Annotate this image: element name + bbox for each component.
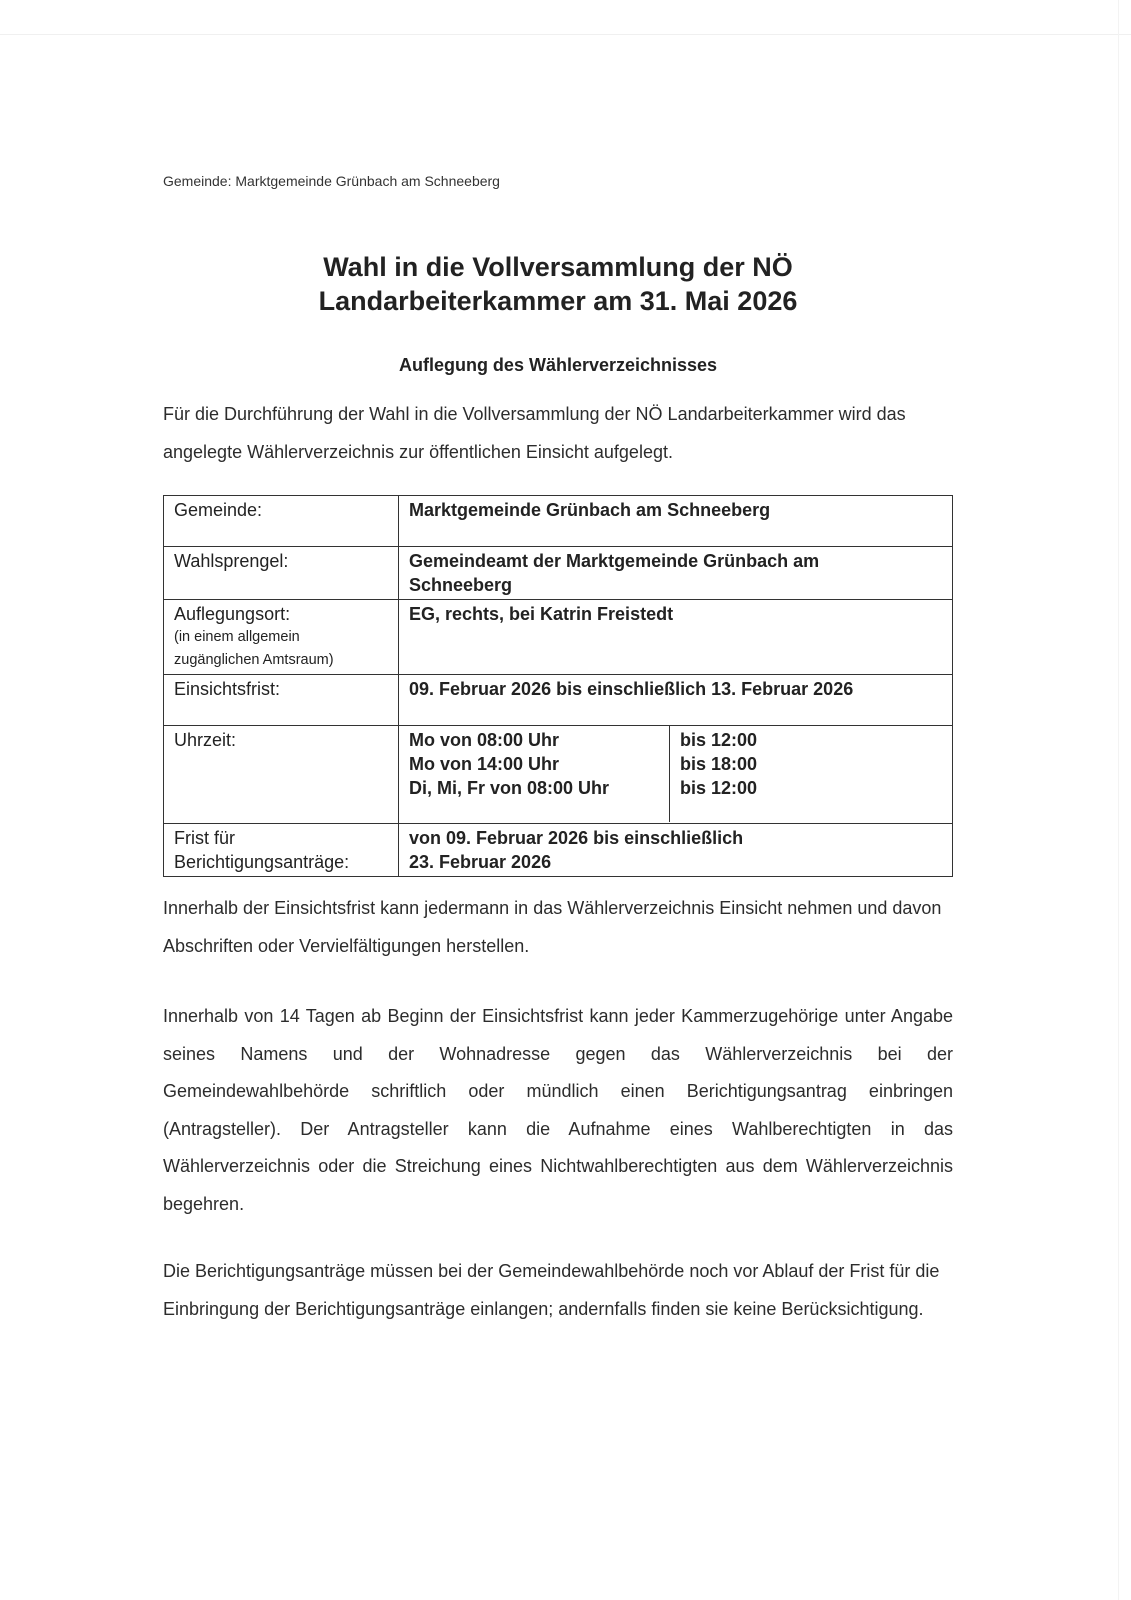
frist-label-2: Berichtigungsanträge:: [174, 852, 350, 872]
auflegungsort-sublabel-2: zugänglichen Amtsraum): [174, 652, 334, 668]
wahlsprengel-line-1: Gemeindeamt der Marktgemeinde Grünbach am: [409, 551, 820, 571]
row-auflegungsort: [164, 600, 953, 675]
paragraph-einsicht: Innerhalb der Einsichtsfrist kann jedermann in das Wählerverzeichnis Einsicht nehmen und davon Abschriften oder Vervielfältigungen herstellen.: [163, 898, 942, 956]
label-gemeinde: Gemeinde:: [164, 496, 399, 547]
intro-paragraph: Für die Durchführung der Wahl in die Vollversammlung der NÖ Landarbeiterkammer wird das angelegte Wählerverzeichnis zur öffentlichen Einsicht aufgelegt.: [163, 404, 906, 462]
label-einsichtsfrist: Einsichtsfrist:: [164, 675, 399, 726]
page-title: [163, 250, 953, 318]
time-to: bis 12:00: [680, 730, 758, 750]
wahlsprengel-line-2: Schneeberg: [409, 575, 513, 595]
time-from: Mo von 14:00 Uhr: [409, 754, 560, 774]
title-line-2: Landarbeiterkammer am 31. Mai 2026: [318, 286, 798, 316]
value-uhrzeit: [399, 726, 953, 824]
row-frist: [164, 824, 953, 877]
frist-label-1: Frist für: [174, 828, 235, 848]
paragraph-frist: Die Berichtigungsanträge müssen bei der Gemeindewahlbehörde noch vor Ablauf der Frist für die Einbringung der Berichtigungsanträge einlangen; andernfalls finden sie keine Berücksichtigung.: [163, 1261, 940, 1319]
paragraph-berichtigung: Innerhalb von 14 Tagen ab Beginn der Einsichtsfrist kann jeder Kammerzugehörige unter Angabe seines Namens und der Wohnadresse gegen das Wählerverzeichnis bei der Gemeindewahlbehörde schriftlich oder mündlich einen Berichtigungsantrag einbringen (Antragsteller). Der Antragsteller kann die Aufnahme eines Wahlberechtigten in das Wählerverzeichnis oder die Streichung eines Nichtwahlberechtigten aus dem Wählerverzeichnis begehren.: [163, 1006, 953, 1214]
value-gemeinde: Marktgemeinde Grünbach am Schneeberg: [399, 496, 953, 547]
time-from: Mo von 08:00 Uhr: [409, 730, 560, 750]
value-wahlsprengel: [399, 547, 953, 600]
frist-value-1: von 09. Februar 2026 bis einschließlich: [409, 828, 744, 848]
time-to: bis 18:00: [680, 754, 758, 774]
value-einsichtsfrist: 09. Februar 2026 bis einschließlich 13. Februar 2026: [399, 675, 953, 726]
scan-right-edge: [1118, 0, 1119, 1600]
label-wahlsprengel: Wahlsprengel:: [164, 547, 399, 600]
row-wahlsprengel: [164, 547, 953, 600]
auflegungsort-label: Auflegungsort:: [174, 604, 291, 624]
info-table: [163, 495, 953, 877]
row-gemeinde: [164, 496, 953, 547]
row-uhrzeit: [164, 726, 953, 824]
row-einsichtsfrist: [164, 675, 953, 726]
time-from-column: [399, 726, 670, 822]
label-auflegungsort: [164, 600, 399, 675]
time-from: Di, Mi, Fr von 08:00 Uhr: [409, 778, 610, 798]
page-subtitle: Auflegung des Wählerverzeichnisses: [398, 355, 718, 375]
value-auflegungsort: EG, rechts, bei Katrin Freistedt: [399, 600, 953, 675]
auflegungsort-sublabel-1: (in einem allgemein: [174, 629, 300, 645]
time-to: bis 12:00: [680, 778, 758, 798]
title-line-1: Wahl in die Vollversammlung der NÖ: [323, 252, 793, 282]
value-frist: [399, 824, 953, 877]
frist-value-2: 23. Februar 2026: [409, 852, 552, 872]
uhrzeit-table: [399, 726, 952, 822]
time-to-column: [670, 726, 953, 822]
label-uhrzeit: Uhrzeit:: [164, 726, 399, 824]
scan-top-edge: [0, 34, 1131, 35]
label-frist: [164, 824, 399, 877]
municipality-header: Gemeinde: Marktgemeinde Grünbach am Schneeberg: [163, 173, 500, 189]
